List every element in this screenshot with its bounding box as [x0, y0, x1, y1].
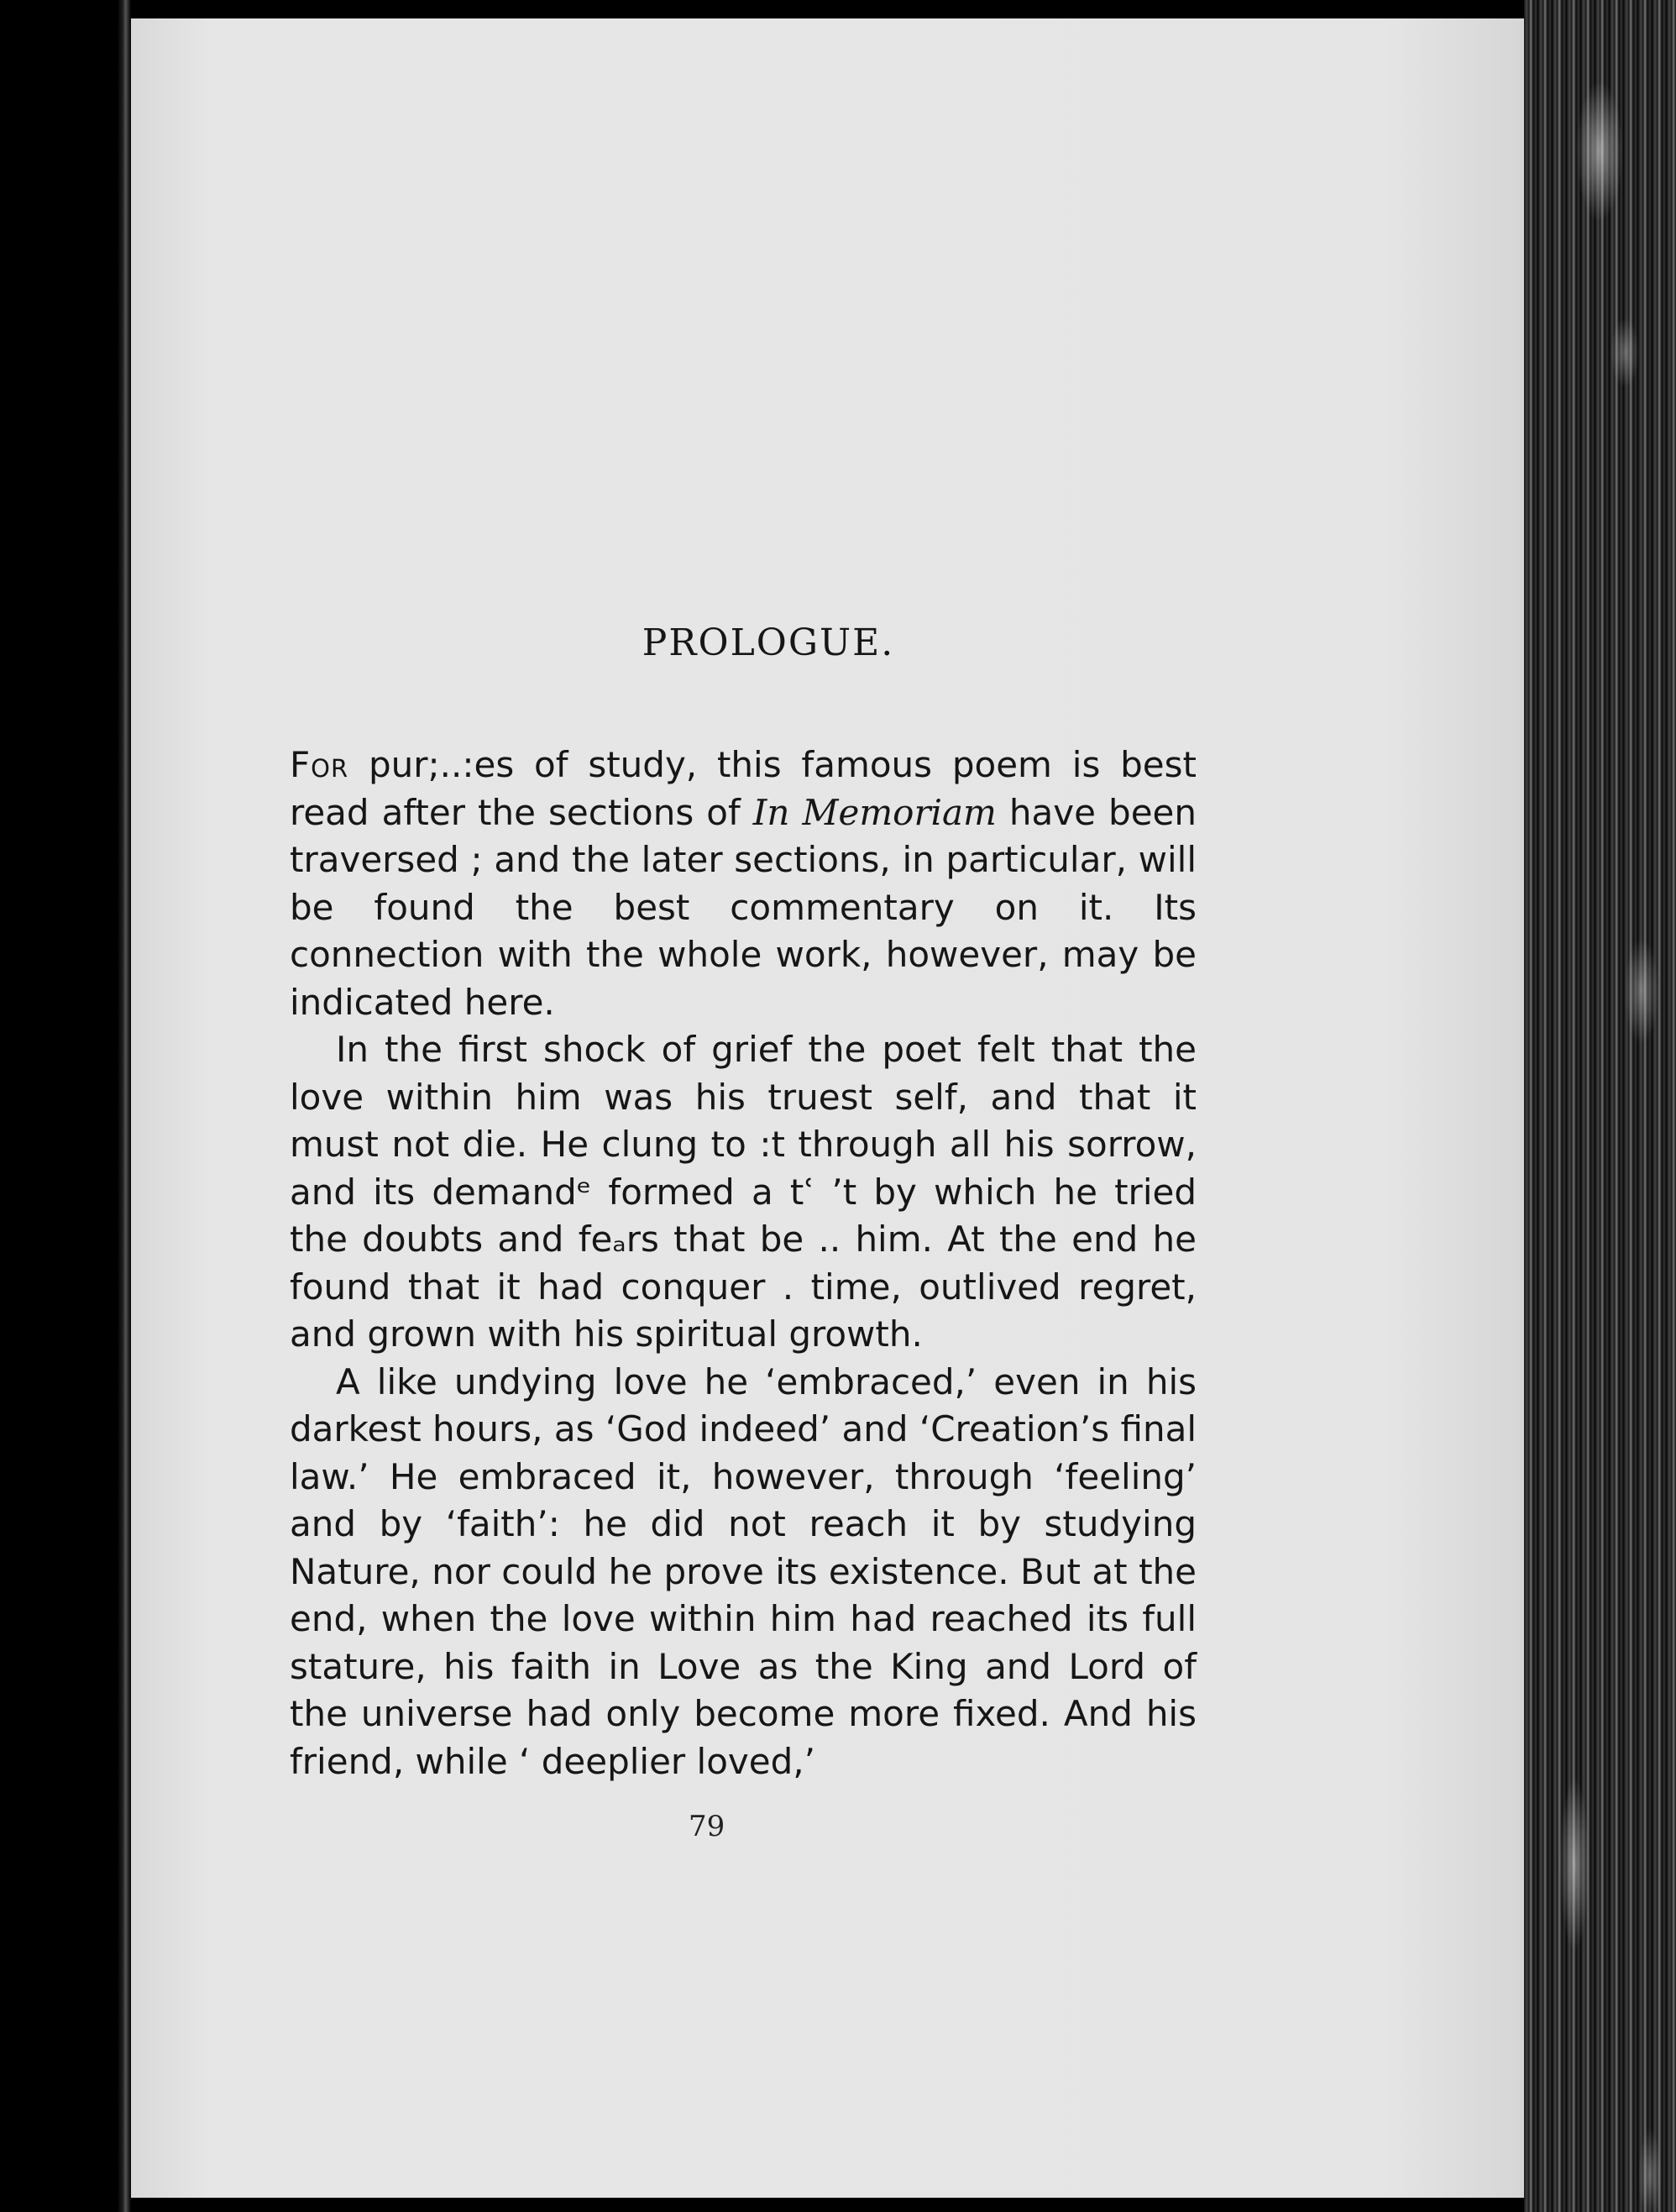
top-left-border — [0, 13, 126, 21]
paragraph-1-text-a: pur;..:es of study, this famous poem is best read after the sections of — [290, 744, 1197, 833]
paragraph-1 — [290, 742, 1197, 1026]
paragraph-lead: For — [290, 744, 349, 785]
paragraph-1-text-b: have been traversed ; and the later sections, in particular, will be found the best commentary on it. Its connection with the whole work, however, may be indicated here. — [290, 791, 1197, 1023]
work-title-italic: In Memoriam — [752, 791, 997, 833]
page-text — [290, 621, 1197, 1785]
page-title: PROLOGUE. — [642, 621, 895, 664]
paragraph-3: A like undying love he ‘embraced,’ even in his darkest hours, as ‘God indeed’ and ‘Creation’s final law.’ He embraced it, however, through ‘feeling’ and by ‘faith’: he did not reach it by studying Nature, nor could he prove its existence. But at the end, when the love within him had reached its full stature, his faith in Love as the King and Lord of the universe had only become more fixed. And his friend, while ‘ deeplier loved,’ — [290, 1360, 1197, 1782]
spine-wear-marks — [1524, 0, 1676, 2212]
page-number: 79 — [689, 1810, 725, 1843]
page-left-edge — [118, 0, 131, 2212]
paragraph-2: In the first shock of grief the poet felt that the love within him was his truest self, and that it must not die. He clung to :t through all his sorrow, and its demandᵉ formed a tʿ ʼt by which he tried the doubts and feₐrs that be .. him. At the end he found that it had conquer . time, outlived regret, and grown with his spiritual growth. — [290, 1029, 1197, 1355]
